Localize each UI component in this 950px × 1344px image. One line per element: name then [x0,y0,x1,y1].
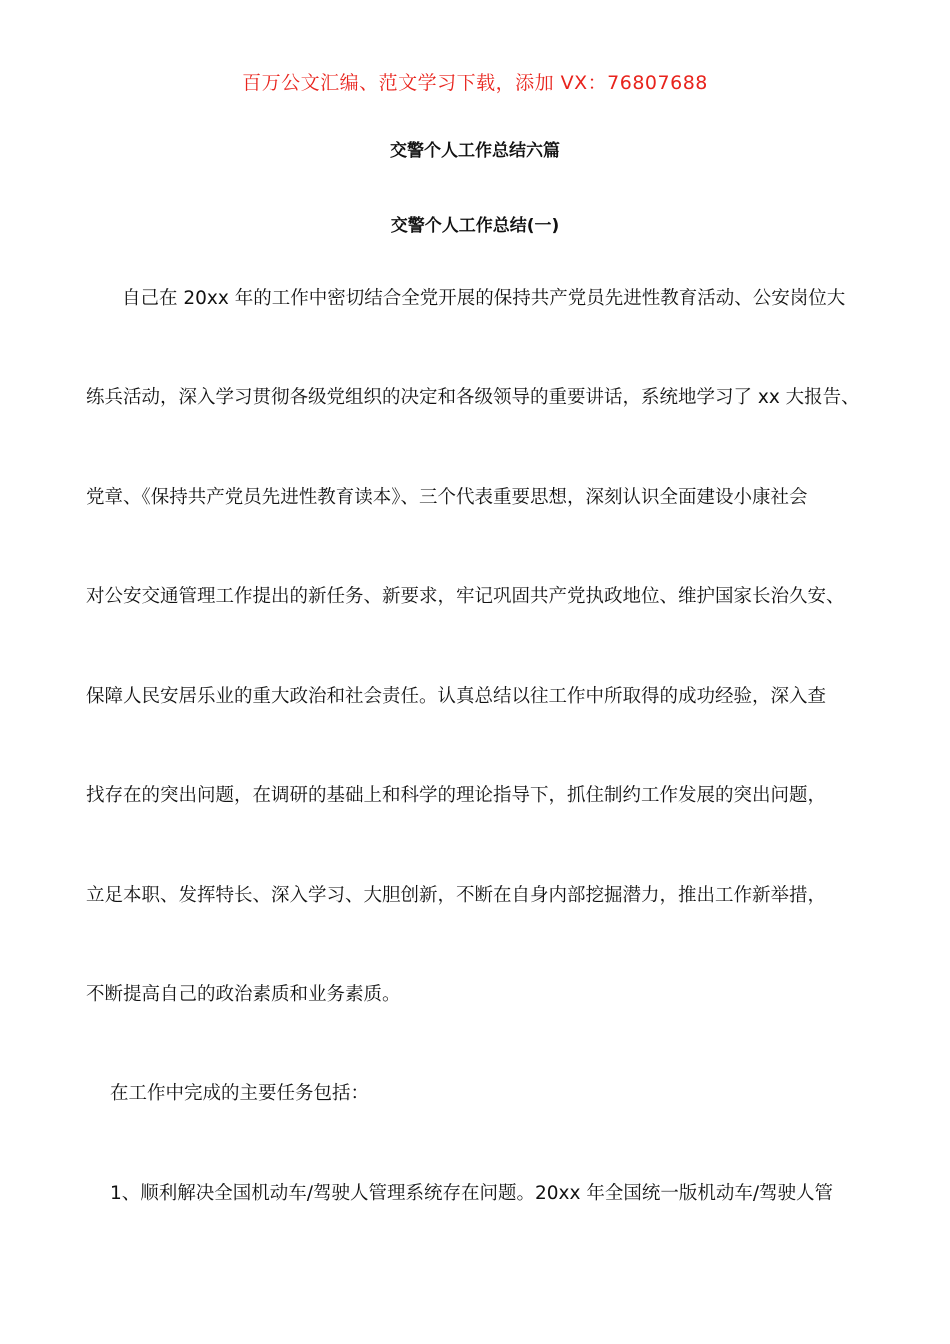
paragraph-1-line-1: 自己在 20xx 年的工作中密切结合全党开展的保持共产党员先进性教育活动、公安岗位大 [122,288,846,309]
document-title: 交警个人工作总结六篇 [390,141,560,161]
paragraph-1-line-2: 练兵活动，深入学习贯彻各级党组织的决定和各级领导的重要讲话，系统地学习了 xx 大报告、 [86,387,860,408]
paragraph-2: 在工作中完成的主要任务包括： [110,1083,370,1104]
paragraph-1-line-4: 对公安交通管理工作提出的新任务、新要求，牢记巩固共产党执政地位、维护国家长治久安、 [86,586,845,607]
paragraph-1-line-7: 立足本职、发挥特长、深入学习、大胆创新，不断在自身内部挖掘潜力，推出工作新举措， [86,885,827,906]
section-title: 交警个人工作总结(一) [390,216,560,236]
watermark-contact: 百万公文汇编、范文学习下载，添加 VX：76807688 [242,72,708,94]
paragraph-1-line-3: 党章、《保持共产党员先进性教育读本》、三个代表重要思想，深刻认识全面建设小康社会 [86,487,808,508]
paragraph-1-line-8: 不断提高自己的政治素质和业务素质。 [86,984,401,1005]
paragraph-3-line-1: 1、顺利解决全国机动车/驾驶人管理系统存在问题。20xx 年全国统一版机动车/驾驶人管 [110,1183,834,1204]
paragraph-1-line-6: 找存在的突出问题，在调研的基础上和科学的理论指导下，抓住制约工作发展的突出问题， [86,785,827,806]
paragraph-1-line-5: 保障人民安居乐业的重大政治和社会责任。认真总结以往工作中所取得的成功经验，深入查 [86,686,827,707]
